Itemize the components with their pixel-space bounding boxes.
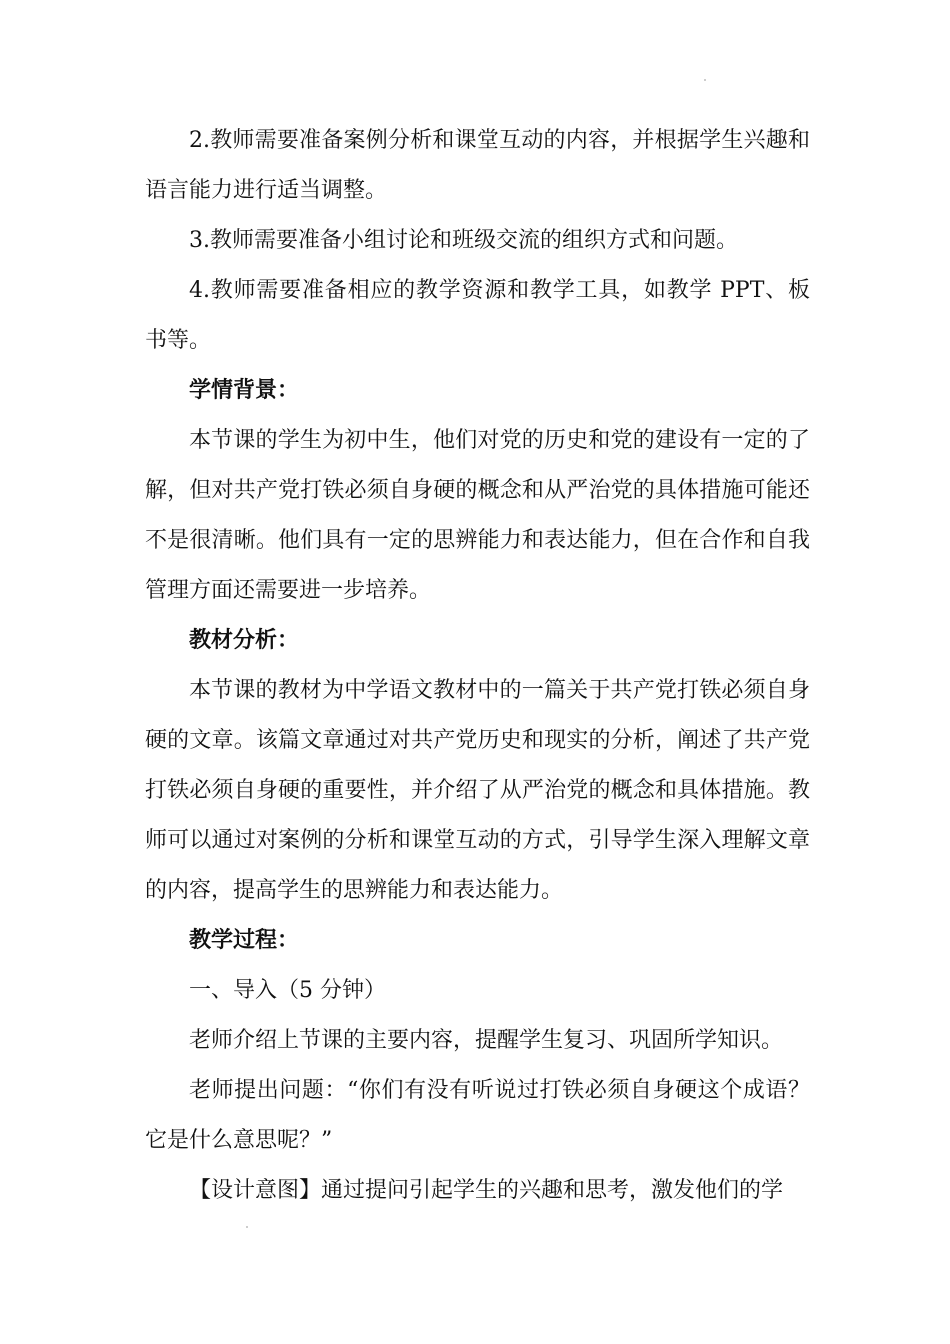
paragraph-student-background: 本节课的学生为初中生，他们对党的历史和党的建设有一定的了解，但对共产党打铁必须自身硬的概念和从严治党的具体措施可能还不是很清晰。他们具有一定的思辨能力和表达能力，但在合作和自我管理方面还需要进一步培养。	[145, 428, 810, 603]
paragraph-design-intent: 【设计意图】通过提问引起学生的兴趣和思考，激发他们的学	[189, 1178, 784, 1203]
heading-student-background: 学情背景：	[189, 378, 300, 403]
paragraph-intro-review: 老师介绍上节课的主要内容，提醒学生复习、巩固所学知识。	[189, 1028, 784, 1053]
scan-dot-top	[704, 79, 706, 81]
paragraph-intro-question: 老师提出问题：“你们有没有听说过打铁必须自身硬这个成语？它是什么意思呢？”	[145, 1078, 810, 1153]
heading-teaching-process: 教学过程：	[189, 928, 300, 953]
document-body	[145, 116, 810, 1216]
paragraph-prep-4: 4.教师需要准备相应的教学资源和教学工具，如教学 PPT、板书等。	[145, 278, 810, 353]
scan-dot-bottom	[246, 1226, 248, 1228]
paragraph-intro-title: 一、导入（5 分钟）	[189, 978, 386, 1003]
paragraph-prep-2: 2.教师需要准备案例分析和课堂互动的内容，并根据学生兴趣和语言能力进行适当调整。	[145, 128, 810, 203]
heading-textbook-analysis: 教材分析：	[189, 628, 300, 653]
paragraph-textbook-analysis: 本节课的教材为中学语文教材中的一篇关于共产党打铁必须自身硬的文章。该篇文章通过对共产党历史和现实的分析，阐述了共产党打铁必须自身硬的重要性，并介绍了从严治党的概念和具体措施。教师可以通过对案例的分析和课堂互动的方式，引导学生深入理解文章的内容，提高学生的思辨能力和表达能力。	[145, 678, 810, 903]
paragraph-prep-3: 3.教师需要准备小组讨论和班级交流的组织方式和问题。	[189, 228, 738, 253]
